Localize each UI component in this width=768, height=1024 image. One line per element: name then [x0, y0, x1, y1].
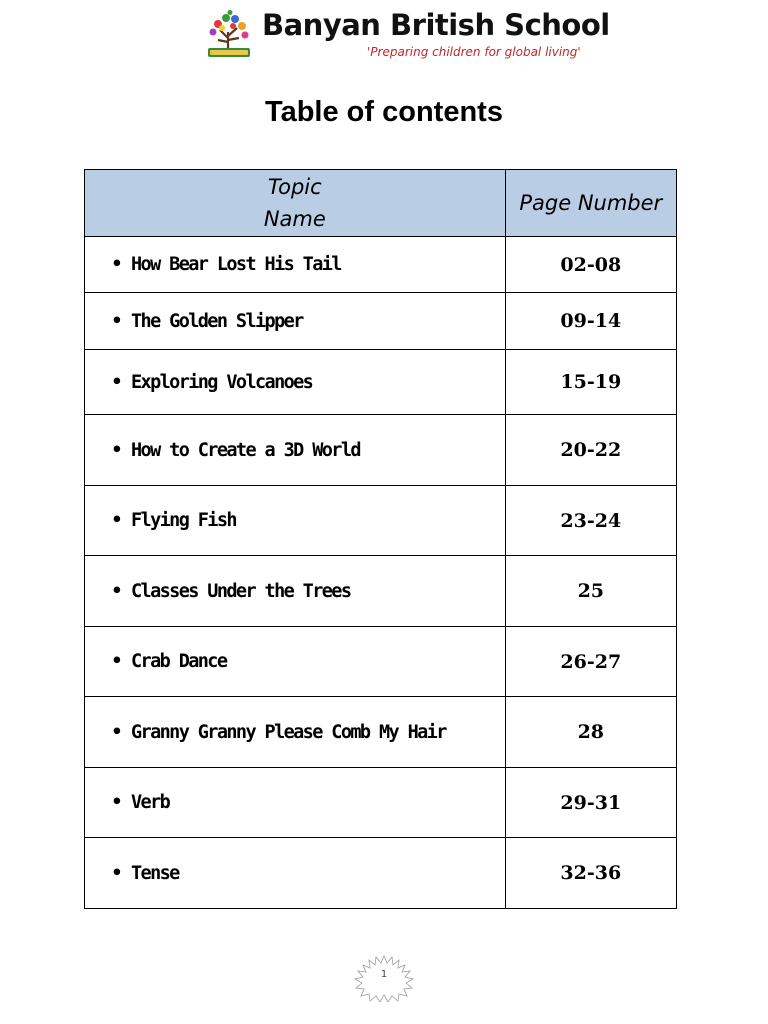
topic-cell: [85, 697, 506, 768]
table-row: [85, 697, 677, 768]
page-range: 02-08: [505, 237, 676, 293]
table-row: [85, 293, 677, 350]
school-header: [200, 8, 610, 64]
topic-cell: [85, 350, 506, 415]
table-row: [85, 838, 677, 909]
topic-name-header: [85, 170, 506, 237]
table-row: [85, 627, 677, 697]
topic-name: Exploring Volcanoes: [131, 371, 313, 393]
page-range: 15-19: [505, 350, 676, 415]
topic-name: Granny Granny Please Comb My Hair: [131, 721, 446, 743]
page-range: 09-14: [505, 293, 676, 350]
bullet-icon: •: [111, 371, 123, 393]
table-row: [85, 486, 677, 556]
topic-header-line1: Topic: [267, 175, 322, 199]
school-name: Banyan British School: [262, 8, 610, 42]
table-header-row: [85, 170, 677, 237]
topic-name: How to Create a 3D World: [131, 439, 360, 461]
topic-name: Tense: [131, 862, 179, 884]
topic-name: Verb: [131, 792, 170, 813]
topic-cell: [85, 237, 506, 293]
page-range: 28: [505, 697, 676, 768]
page-range: 25: [505, 556, 676, 627]
page-number-badge: [352, 954, 416, 1002]
topic-cell: [85, 768, 506, 838]
topic-cell: [85, 293, 506, 350]
table-row: [85, 350, 677, 415]
topic-name: Crab Dance: [131, 651, 227, 672]
table-row: [85, 556, 677, 627]
bullet-icon: •: [111, 254, 123, 275]
bullet-icon: •: [111, 651, 123, 672]
bullet-icon: •: [111, 510, 123, 531]
page-range: 20-22: [505, 415, 676, 486]
topic-cell: [85, 486, 506, 556]
topic-cell: [85, 415, 506, 486]
page-title: Table of contents: [265, 96, 503, 128]
contents-table: [84, 169, 677, 909]
school-tagline: 'Preparing children for global living': [367, 45, 581, 59]
page-range: 29-31: [505, 768, 676, 838]
page-number-header: Page Number: [505, 170, 676, 237]
page-range: 26-27: [505, 627, 676, 697]
page-range: 32-36: [505, 838, 676, 909]
bullet-icon: •: [111, 792, 123, 813]
bullet-icon: •: [111, 580, 123, 602]
bullet-icon: •: [111, 310, 123, 332]
bullet-icon: •: [111, 439, 123, 461]
table-row: [85, 768, 677, 838]
table-row: [85, 237, 677, 293]
topic-cell: [85, 556, 506, 627]
topic-cell: [85, 627, 506, 697]
table-row: [85, 415, 677, 486]
topic-cell: [85, 838, 506, 909]
topic-name: How Bear Lost His Tail: [131, 254, 341, 275]
topic-header-line2: Name: [263, 207, 326, 231]
page-range: 23-24: [505, 486, 676, 556]
bullet-icon: •: [111, 721, 123, 743]
banyan-tree-logo-icon: [204, 10, 254, 62]
bullet-icon: •: [111, 862, 123, 884]
topic-name: Flying Fish: [131, 510, 236, 531]
page-number: 1: [380, 969, 388, 980]
topic-name: Classes Under the Trees: [131, 580, 351, 602]
topic-name: The Golden Slipper: [131, 310, 303, 332]
